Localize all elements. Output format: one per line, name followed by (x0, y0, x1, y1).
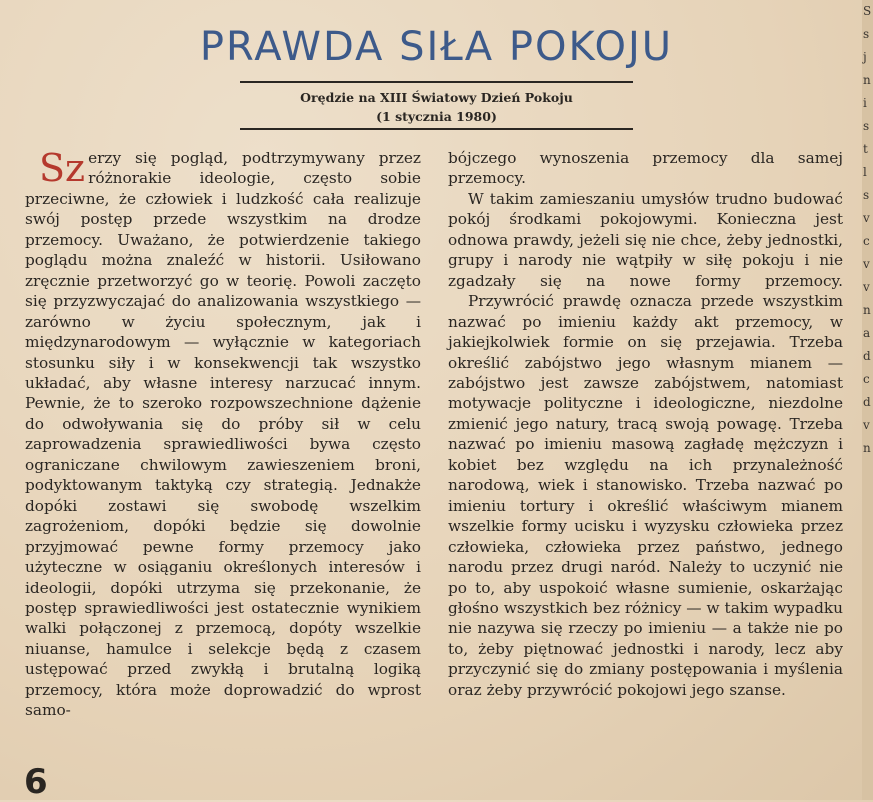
adjacent-page-char: s (863, 119, 870, 133)
adjacent-page-char: n (863, 303, 871, 317)
adjacent-page-char: n (863, 73, 871, 87)
left-column (25, 148, 421, 721)
right-paragraph-2: W takim zamieszaniu umysłów trudno budować pokój środkami pokojowymi. Konieczna jest odnowa prawdy, jeżeli się nie chce, żeby jednostki, grupy i narody nie wątpiły w siłę pokoju i nie zgadzały się na nowe formy przemocy. (448, 189, 843, 290)
adjacent-page-char: i (863, 96, 867, 110)
left-paragraph (25, 148, 421, 721)
subtitle-line-1: Orędzie na XIII Światowy Dzień Pokoju (300, 90, 573, 105)
adjacent-page-char: v (863, 418, 870, 432)
adjacent-page-char: n (863, 441, 871, 455)
article-subtitle (240, 88, 633, 126)
adjacent-page-char: d (863, 395, 871, 409)
adjacent-page-char: s (863, 188, 870, 202)
adjacent-page-char: a (863, 326, 871, 340)
title-rule-top (240, 81, 633, 83)
page-number: 6 (24, 762, 48, 802)
article-title: PRAWDA SIŁA POKOJU (199, 24, 674, 70)
subtitle-line-2: (1 stycznia 1980) (376, 109, 497, 124)
adjacent-page-char: s (863, 27, 870, 41)
adjacent-page-char: v (863, 211, 870, 225)
adjacent-page-char: S (863, 4, 872, 18)
adjacent-page-char: c (863, 372, 870, 386)
adjacent-page-edge (862, 0, 873, 800)
title-rule-bottom (240, 128, 633, 130)
adjacent-page-char: c (863, 234, 870, 248)
adjacent-page-char (862, 483, 873, 506)
adjacent-page-char: j (863, 50, 867, 64)
adjacent-page-char (862, 460, 873, 483)
adjacent-page-char: l (863, 165, 867, 179)
adjacent-page-char: t (863, 142, 868, 156)
left-paragraph-text: erzy się pogląd, podtrzymywany przez różnorakie ideologie, często sobie przeciwne, że człowiek i ludzkość cała realizuje swój postęp przede wszystkim na drodze przemocy. Uważano, że potwierdzenie takiego poglądu można znaleźć w historii. Usiłowano zręcznie przetworzyć go w teorię. Powoli zaczęto się przyzwyczajać do analizowania wszystkiego — zarówno w życiu społecznym, jak i międzynarodowym — wyłącznie w kategoriach stosunku siły i w konsekwencji tak wszystko układać, aby własne interesy narzucać innym. Pewnie, że to szeroko rozpowszechnione dążenie do odwoływania się do próby sił w celu zaprowadzenia sprawiedliwości bywa często ograniczane chwilowym zawieszeniem broni, podyktowanym taktyką czy strategią. Jednakże dopóki zostawi się swobodę wszelkim zagrożeniom, dopóki będzie się dowolnie przyjmować pewne formy przemocy jako użyteczne w osiąganiu określonych interesów i ideologii, dopóki utrzyma się przekonanie, że postęp sprawiedliwości jest ostatecznie wynikiem walki połączonej z przemocą, dopóty wszelkie niuanse, hamulce i selekcje będą z czasem ustępować przed zwykłą i brutalną logiką przemocy, która może doprowadzić do wprost samo- (25, 149, 421, 720)
adjacent-page-char: v (863, 257, 870, 271)
drop-cap: Sz (39, 146, 86, 190)
right-column (448, 148, 843, 700)
right-paragraph-3: Przywrócić prawdę oznacza przede wszystkim nazwać po imieniu każdy akt przemocy, w jakiejkolwiek formie on się przejawia. Trzeba określić zabójstwo jego własnym mianem — zabójstwo jest zawsze zabójstwem, natomiast motywacje polityczne i ideologiczne, niezdolne zmienić jego natury, tracą swoją powagę. Trzeba nazwać po imieniu masową zagładę mężczyzn i kobiet bez względu na ich przynależność narodową, wiek i stanowisko. Trzeba nazwać po imieniu tortury i określić właściwym mianem wszelkie formy ucisku i wyzysku człowieka przez człowieka, człowieka przez państwo, jednego narodu przez drugi naród. Należy to uczynić nie po to, aby uspokoić własne sumienie, oskarżając głośno wszystkich bez różnicy — w takim wypadku nie nazywa się rzeczy po imieniu — a także nie po to, żeby piętnować jednostki i narody, lecz aby przyczynić się do zmiany postępowania i myślenia oraz żeby przywrócić pokojowi jego szanse. (448, 292, 843, 699)
right-paragraph-1: bójczego wynoszenia przemocy dla samej przemocy. (448, 149, 843, 188)
adjacent-page-char: v (863, 280, 870, 294)
adjacent-page-char: d (863, 349, 871, 363)
